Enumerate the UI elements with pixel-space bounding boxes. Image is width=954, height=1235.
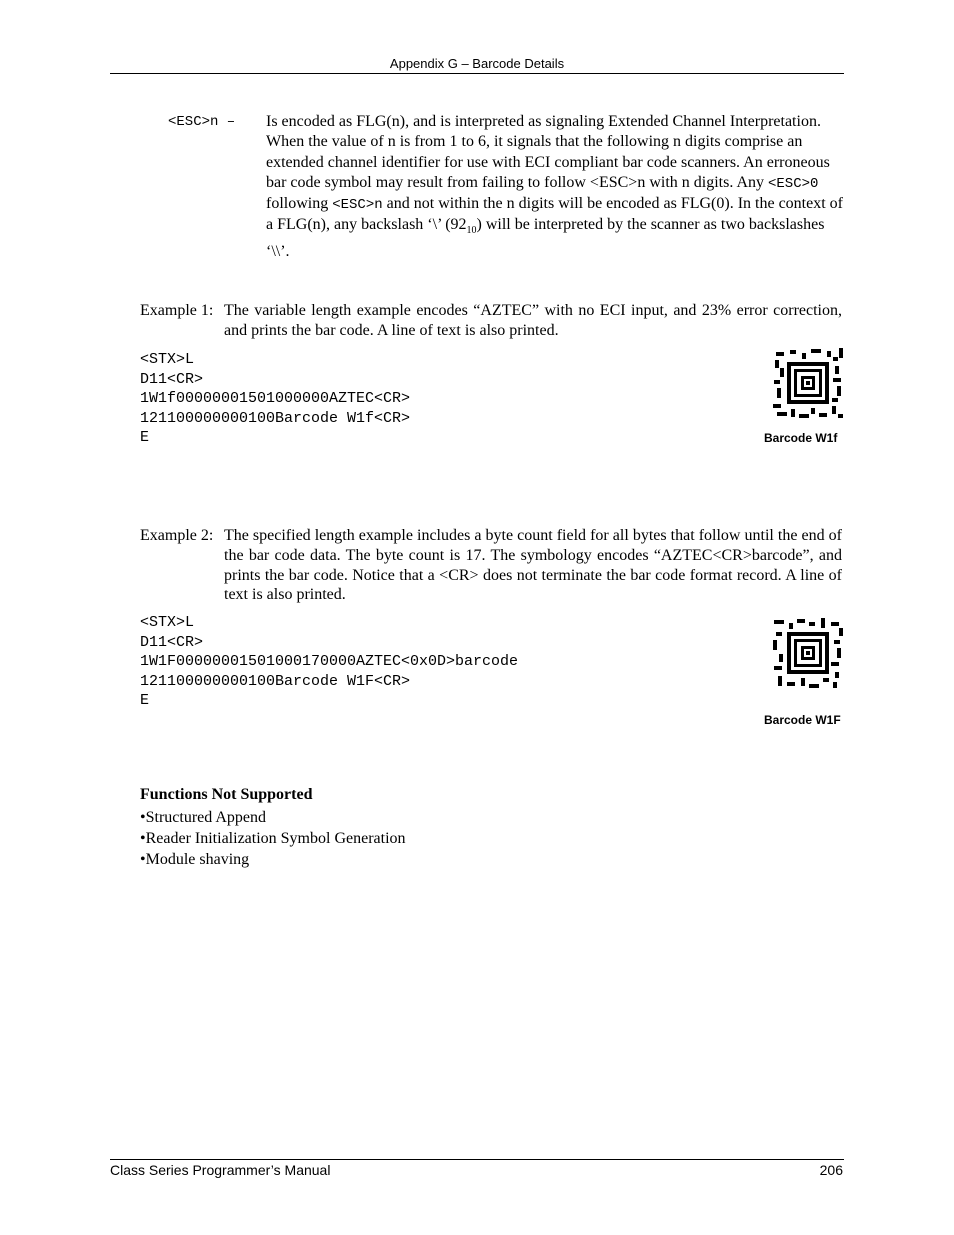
page-header-title: Appendix G – Barcode Details [389, 56, 565, 71]
code-line: <STX>L [140, 351, 195, 368]
footer-page-number: 206 [819, 1162, 843, 1178]
esc-text-3: and not within the n digits will be encoded as FLG(0). In the context of a FLG(n), any backslash ‘\’ (92 [266, 195, 843, 234]
barcode-w1f-caption: Barcode W1f [764, 431, 838, 445]
code-line: <STX>L [140, 614, 195, 631]
code-line: D11<CR> [140, 633, 204, 651]
esc-text-2: following [266, 195, 333, 213]
example1-label: Example 1: [140, 302, 214, 319]
example1-code [140, 350, 410, 448]
functions-not-supported-heading: Functions Not Supported [140, 786, 313, 803]
footer-rule [110, 1159, 844, 1160]
example2-code [140, 613, 518, 711]
code-line: E [140, 692, 150, 709]
esc-text-4: ) will be interpreted by the scanner as two backslashes ‘\\’. [266, 216, 825, 260]
list-item: •Reader Initialization Symbol Generation [140, 830, 406, 847]
functions-list [140, 807, 406, 870]
barcode-w1F-caption: Barcode W1F [764, 713, 841, 727]
header-rule [110, 73, 844, 74]
esc-code-esc0: <ESC>0 [768, 175, 819, 192]
code-line: 1W1F00000001501000170000AZTEC<0x0D>barcode [140, 653, 519, 670]
code-line: D11<CR> [140, 370, 204, 388]
code-line: 121100000000100Barcode W1F<CR> [140, 672, 411, 690]
example2-label: Example 2: [140, 527, 214, 544]
list-item: •Structured Append [140, 809, 267, 826]
aztec-barcode-w1f [773, 348, 843, 420]
code-line: E [140, 429, 150, 446]
aztec-barcode-w1F [773, 618, 843, 690]
esc-text-1: Is encoded as FLG(n), and is interpreted as signaling Extended Channel Interpretation. When the value of n is from 1 to 6, it signals that the following n digits comprise an extended channel identifier for use with ECI compliant bar code scanners. An erroneous bar code symbol may result from failing to follow <ESC>n with n digits. Any [266, 113, 830, 191]
list-item: •Module shaving [140, 851, 250, 868]
code-line: 1W1f00000001501000000AZTEC<CR> [140, 390, 411, 407]
example2-text: The specified length example includes a byte count field for all bytes that follow until the end of the bar code data. The byte count is 17. The symbology encodes “AZTEC<CR>barcode”, and prints the bar code. Notice that a <CR> does not terminate the bar code format record. A line of text is also printed. [224, 527, 842, 604]
esc-n-label: <ESC>n – [168, 114, 236, 130]
esc-code-escn: <ESC>n [332, 197, 383, 214]
code-line: 121100000000100Barcode W1f<CR> [140, 409, 411, 427]
esc-subscript: 10 [466, 225, 477, 237]
esc-n-description [266, 112, 846, 262]
example1-text: The variable length example encodes “AZTEC” with no ECI input, and 23% error correction, and prints the bar code. A line of text is also printed. [224, 302, 842, 339]
footer-manual-title: Class Series Programmer’s Manual [110, 1162, 331, 1178]
